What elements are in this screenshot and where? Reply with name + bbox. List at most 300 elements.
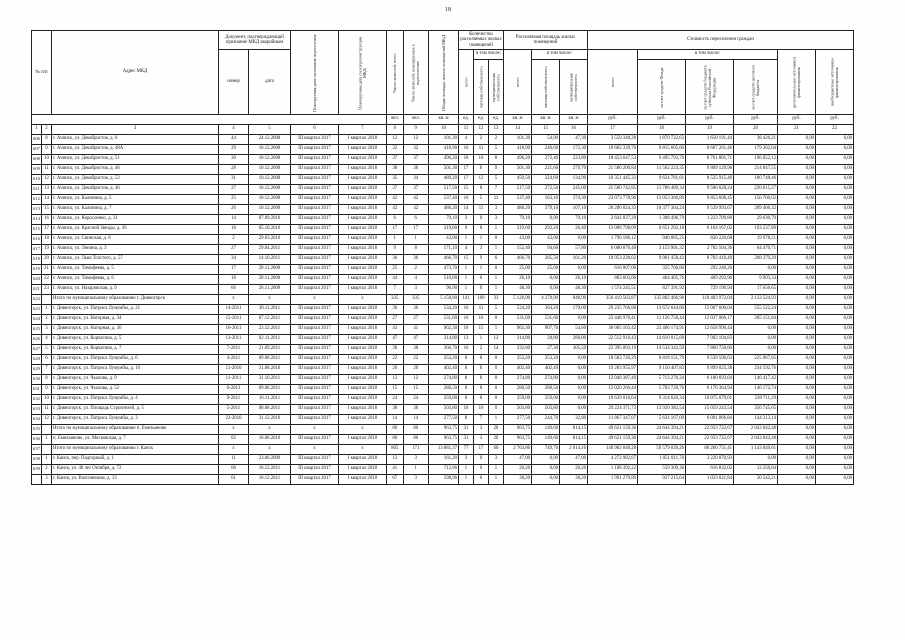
area-municipal-cell: 47,30 bbox=[560, 135, 588, 145]
cost-region-cell: 8 761 801,71 bbox=[686, 155, 734, 165]
doc-number-cell: 2 bbox=[219, 235, 249, 245]
area-total-cell: 101,30 bbox=[429, 135, 459, 145]
column-number: 1 bbox=[32, 125, 42, 135]
table-row bbox=[32, 185, 854, 195]
cost-extra-cell: 0,00 bbox=[778, 375, 816, 385]
cost-offbudget-cell: 0,00 bbox=[816, 165, 854, 175]
cost-local-cell: 356 745,65 bbox=[734, 405, 778, 415]
rooms-total-cell: 16 bbox=[459, 195, 474, 205]
residents-cell: 17 bbox=[387, 225, 404, 235]
row-register-number: 623 bbox=[32, 305, 42, 315]
plan-end-cell: III квартал 2017 bbox=[291, 155, 339, 165]
address-cell: г. Ачинск, ул. Декабристов, д. 52 bbox=[52, 175, 219, 185]
area-municipal-cell: 814,15 bbox=[560, 435, 588, 445]
area-municipal-cell: 38,20 bbox=[560, 475, 588, 485]
area-total-cell: 503,80 bbox=[429, 405, 459, 415]
doc-date-cell: 31.08.2010 bbox=[249, 365, 291, 375]
rooms-private-cell: 8 bbox=[474, 365, 489, 375]
cost-extra-cell: 0,00 bbox=[778, 185, 816, 195]
cost-extra-cell: 0,00 bbox=[778, 145, 816, 155]
area-private-cell: 503,80 bbox=[532, 405, 560, 415]
rooms-private-cell: 8 bbox=[474, 375, 489, 385]
doc-number-cell: 25 bbox=[219, 195, 249, 205]
cost-region-cell: 616 832,02 bbox=[686, 465, 734, 475]
residents-cell: 12 bbox=[387, 135, 404, 145]
rooms-private-cell: 8 bbox=[474, 185, 489, 195]
area-municipal-cell: 170,00 bbox=[560, 305, 588, 315]
residents-plan-cell: 37 bbox=[403, 185, 429, 195]
doc-date-cell: 30.11.2011 bbox=[249, 305, 291, 315]
cost-extra-cell: 0,00 bbox=[778, 365, 816, 375]
table-row bbox=[32, 155, 854, 165]
residents-cell: 805 bbox=[387, 445, 404, 455]
doc-number-cell: 11-2011 bbox=[219, 375, 249, 385]
cost-fund-cell: 325 760,80 bbox=[638, 265, 686, 275]
unit-units: ед. bbox=[474, 115, 489, 125]
header-cost-fund: за счет средств Фонда bbox=[638, 60, 686, 115]
header-offbudget-sources: внебюджетные источники финансирования bbox=[816, 50, 854, 115]
cost-offbudget-cell: 0,00 bbox=[816, 425, 854, 435]
residents-cell: 67 bbox=[387, 475, 404, 485]
cost-local-cell: 0,00 bbox=[734, 335, 778, 345]
doc-date-cell: 02.11.2011 bbox=[249, 335, 291, 345]
table-row bbox=[32, 375, 854, 385]
rooms-private-cell: 8 bbox=[474, 225, 489, 235]
cost-region-cell: 830 220,68 bbox=[686, 235, 734, 245]
row-number: 18 bbox=[42, 235, 52, 245]
cost-local-cell: 38 426,21 bbox=[734, 135, 778, 145]
plan-end-cell: III квартал 2017 bbox=[291, 365, 339, 375]
cost-region-cell: 8 783 410,40 bbox=[686, 255, 734, 265]
row-register-number: 634 bbox=[32, 415, 42, 425]
rooms-private-cell: 11 bbox=[474, 305, 489, 315]
header-plan-demolition: Планируемая дата сноса/реконструкции МКД bbox=[339, 31, 387, 115]
doc-date-cell: 29.03.2010 bbox=[249, 235, 291, 245]
rooms-private-cell: 1 bbox=[474, 265, 489, 275]
area-resettled-cell: 486,20 bbox=[504, 205, 532, 215]
rooms-total-cell: 141 bbox=[459, 295, 474, 305]
table-row bbox=[32, 145, 854, 155]
area-total-cell: 171,10 bbox=[429, 245, 459, 255]
unit-units: ед. bbox=[459, 115, 474, 125]
cost-region-cell: 9 586 628,24 bbox=[686, 185, 734, 195]
row-register-number: 628 bbox=[32, 355, 42, 365]
rooms-total-cell: 8 bbox=[459, 385, 474, 395]
cost-total-cell: 36 005 163,42 bbox=[588, 325, 638, 335]
plan-demolition-cell: I квартал 2018 bbox=[339, 185, 387, 195]
area-private-cell: 54,00 bbox=[532, 135, 560, 145]
residents-cell: 38 bbox=[387, 405, 404, 415]
rooms-private-cell: 0 bbox=[474, 285, 489, 295]
row-number: 14 bbox=[42, 195, 52, 205]
row-register-number: 633 bbox=[32, 405, 42, 415]
plan-end-cell: III квартал 2017 bbox=[291, 305, 339, 315]
area-total-cell: 489,20 bbox=[429, 175, 459, 185]
cost-region-cell: 729 196,94 bbox=[686, 285, 734, 295]
rooms-total-cell: 8 bbox=[459, 375, 474, 385]
area-municipal-cell: 26,40 bbox=[560, 225, 588, 235]
unit-rub: руб. bbox=[816, 115, 854, 125]
area-municipal-cell: 0,00 bbox=[560, 395, 588, 405]
area-private-cell: 359,00 bbox=[532, 395, 560, 405]
area-municipal-cell: 279,70 bbox=[560, 165, 588, 175]
doc-date-cell: 14.10.2011 bbox=[249, 255, 291, 265]
row-number: 4 bbox=[42, 335, 52, 345]
area-municipal-cell: 0,00 bbox=[560, 385, 588, 395]
address-cell: Итого по муниципальному образованию г. Канск bbox=[52, 445, 219, 455]
area-municipal-cell: 305,50 bbox=[560, 345, 588, 355]
cost-total-cell: 18 583 726,29 bbox=[588, 355, 638, 365]
rooms-private-cell: 17 bbox=[474, 445, 489, 455]
cost-fund-cell: 1 051 011,76 bbox=[638, 455, 686, 465]
area-private-cell: 221,60 bbox=[532, 165, 560, 175]
row-register-number: 625 bbox=[32, 325, 42, 335]
residents-plan-cell: 38 bbox=[403, 405, 429, 415]
row-register-number: 622 bbox=[32, 295, 42, 305]
doc-date-cell: 10.12.2008 bbox=[249, 195, 291, 205]
rooms-total-cell: 3 bbox=[459, 215, 474, 225]
doc-number-cell: 5-2011 bbox=[219, 405, 249, 415]
table-row bbox=[32, 225, 854, 235]
cost-local-cell: 146 172,74 bbox=[734, 385, 778, 395]
header-document: Документ, подтверждающий признание МКД аварийным bbox=[219, 31, 291, 50]
area-private-cell: 0,00 bbox=[532, 215, 560, 225]
cost-extra-cell: 0,00 bbox=[778, 395, 816, 405]
cost-total-cell: 18 682 339,70 bbox=[588, 145, 638, 155]
cost-extra-cell: 0,00 bbox=[778, 195, 816, 205]
plan-end-cell: III квартал 2017 bbox=[291, 475, 339, 485]
doc-number-cell: x bbox=[219, 295, 249, 305]
residents-plan-cell: 15 bbox=[403, 385, 429, 395]
plan-demolition-cell: I квартал 2018 bbox=[339, 345, 387, 355]
row-number: 11 bbox=[42, 165, 52, 175]
area-private-cell: 246,60 bbox=[532, 145, 560, 155]
area-private-cell: 27,30 bbox=[532, 345, 560, 355]
rooms-private-cell: 7 bbox=[474, 415, 489, 425]
rooms-total-cell: 3 bbox=[459, 455, 474, 465]
area-total-cell: 473,70 bbox=[429, 265, 459, 275]
area-resettled-cell: 359,00 bbox=[504, 395, 532, 405]
cost-fund-cell: 1 388 496,79 bbox=[638, 215, 686, 225]
rooms-municipal-cell: 1 bbox=[489, 465, 504, 475]
area-municipal-cell: 0,00 bbox=[560, 265, 588, 275]
address-cell: г. Дивногорск, ул. Корчагина, д. 7 bbox=[52, 345, 219, 355]
row-register-number: 619 bbox=[32, 265, 42, 275]
row-register-number: 606 bbox=[32, 135, 42, 145]
row-number: 5 bbox=[42, 345, 52, 355]
doc-date-cell: 07.09.2010 bbox=[249, 215, 291, 225]
row-number: 6 bbox=[42, 355, 52, 365]
cost-region-cell: 1 033 621,84 bbox=[686, 475, 734, 485]
residents-cell: 35 bbox=[387, 175, 404, 185]
address-cell: Итого по муниципальному образованию г. Дивногорск bbox=[52, 295, 219, 305]
doc-date-cell: 10.12.2008 bbox=[249, 165, 291, 175]
plan-end-cell: III квартал 2017 bbox=[291, 245, 339, 255]
rooms-total-cell: 17 bbox=[459, 165, 474, 175]
row-register-number: 611 bbox=[32, 185, 42, 195]
cost-extra-cell: 0,00 bbox=[778, 215, 816, 225]
cost-extra-cell: 0,00 bbox=[778, 285, 816, 295]
residents-plan-cell: 80 bbox=[403, 425, 429, 435]
plan-demolition-cell: I квартал 2018 bbox=[339, 225, 387, 235]
page-number: 18 bbox=[445, 7, 451, 13]
address-cell: г. Дивногорск, ул. Патриса Лумумбы, д. 21 bbox=[52, 305, 219, 315]
rooms-total-cell: 16 bbox=[459, 325, 474, 335]
plan-end-cell: III квартал 2017 bbox=[291, 145, 339, 155]
cost-extra-cell: 0,00 bbox=[778, 165, 816, 175]
row-number: 11 bbox=[42, 405, 52, 415]
address-cell: г. Дивногорск, ул. Нагорная, д. 34 bbox=[52, 315, 219, 325]
area-municipal-cell: 20,26 bbox=[560, 465, 588, 475]
address-cell: г. Ачинск, ул. Льва Толстого, д. 57 bbox=[52, 255, 219, 265]
unit-rub: руб. bbox=[638, 115, 686, 125]
row-number: 3 bbox=[42, 475, 52, 485]
area-resettled-cell: 332,80 bbox=[504, 345, 532, 355]
doc-number-cell: 22-2010 bbox=[219, 415, 249, 425]
cost-region-cell: 118 483 972,04 bbox=[686, 295, 734, 305]
column-number: 6 bbox=[291, 125, 339, 135]
cost-offbudget-cell: 0,00 bbox=[816, 445, 854, 455]
row-register-number: 608 bbox=[32, 155, 42, 165]
cost-local-cell: 193 237,89 bbox=[734, 225, 778, 235]
plan-end-cell: III квартал 2017 bbox=[291, 385, 339, 395]
plan-demolition-cell: I квартал 2018 bbox=[339, 245, 387, 255]
table-row bbox=[32, 235, 854, 245]
residents-plan-cell: 14 bbox=[403, 415, 429, 425]
cost-region-cell: 10 075 679,01 bbox=[686, 395, 734, 405]
rooms-municipal-cell: 28 bbox=[489, 435, 504, 445]
cost-region-cell: 1 223 709,80 bbox=[686, 215, 734, 225]
cost-offbudget-cell: 0,00 bbox=[816, 345, 854, 355]
cost-region-cell: 9 539 993,67 bbox=[686, 205, 734, 215]
residents-plan-cell: 6 bbox=[403, 215, 429, 225]
cost-total-cell: 19 639 016,64 bbox=[588, 395, 638, 405]
residents-cell: 44 bbox=[387, 275, 404, 285]
residents-plan-cell: 20 bbox=[403, 365, 429, 375]
address-cell: г. Ачинск, ул. Свинская, д. 8 bbox=[52, 235, 219, 245]
cost-fund-cell: 23 406 174,91 bbox=[638, 325, 686, 335]
doc-date-cell: 21.09.2011 bbox=[249, 345, 291, 355]
header-cost: Стоимость переселения граждан bbox=[588, 31, 854, 50]
plan-demolition-cell: I квартал 2018 bbox=[339, 285, 387, 295]
area-resettled-cell: 402,40 bbox=[504, 365, 532, 375]
area-private-cell: 0,00 bbox=[532, 275, 560, 285]
cost-total-cell: 49 621 159,36 bbox=[588, 435, 638, 445]
cost-region-cell: 22 933 722,67 bbox=[686, 425, 734, 435]
cost-offbudget-cell: 0,00 bbox=[816, 145, 854, 155]
address-cell: г. Ачинск, ул. Декабристов, д. 51 bbox=[52, 155, 219, 165]
row-number: 20 bbox=[42, 255, 52, 265]
doc-date-cell: 08.08.2011 bbox=[249, 405, 291, 415]
area-municipal-cell: 848,90 bbox=[560, 295, 588, 305]
address-cell: г. Ачинск, ул. Назаровская, д. 9 bbox=[52, 285, 219, 295]
doc-number-cell: 18 bbox=[219, 225, 249, 235]
table-row bbox=[32, 455, 854, 465]
cost-offbudget-cell: 0,00 bbox=[816, 375, 854, 385]
cost-local-cell: 64 470,71 bbox=[734, 245, 778, 255]
cost-region-cell: 9 809 129,96 bbox=[686, 165, 734, 175]
area-private-cell: 244,70 bbox=[532, 415, 560, 425]
cost-local-cell: 1 143 049,61 bbox=[734, 445, 778, 455]
address-cell: г. Дивногорск, ул. Площадь Строителей, д. 5 bbox=[52, 405, 219, 415]
cost-offbudget-cell: 0,00 bbox=[816, 225, 854, 235]
area-resettled-cell: 47,00 bbox=[504, 455, 532, 465]
plan-demolition-cell: I квартал 2018 bbox=[339, 265, 387, 275]
cost-extra-cell: 0,00 bbox=[778, 465, 816, 475]
resettlement-table bbox=[31, 30, 854, 485]
header-address: Адрес МКД bbox=[52, 31, 219, 115]
area-municipal-cell: 0,00 bbox=[560, 355, 588, 365]
rooms-municipal-cell: 2 bbox=[489, 135, 504, 145]
residents-plan-cell: 37 bbox=[403, 155, 429, 165]
area-resettled-cell: 503,80 bbox=[504, 405, 532, 415]
address-cell: г. Ачинск, ул. Красной Звезды, д. 36 bbox=[52, 225, 219, 235]
row-register-number: 637 bbox=[32, 445, 42, 455]
row-register-number: 638 bbox=[32, 455, 42, 465]
row-number: 17 bbox=[42, 225, 52, 235]
rooms-private-cell: 2 bbox=[474, 345, 489, 355]
doc-number-cell: 9-2011 bbox=[219, 395, 249, 405]
cost-total-cell: 13 008 798,09 bbox=[588, 225, 638, 235]
plan-demolition-cell: I квартал 2018 bbox=[339, 355, 387, 365]
cost-extra-cell: 0,00 bbox=[778, 305, 816, 315]
plan-end-cell: III квартал 2017 bbox=[291, 435, 339, 445]
table-row bbox=[32, 335, 854, 345]
area-private-cell: 4 278,00 bbox=[532, 295, 560, 305]
plan-demolition-cell: x bbox=[339, 425, 387, 435]
plan-demolition-cell: I квартал 2018 bbox=[339, 395, 387, 405]
rooms-private-cell: 11 bbox=[474, 205, 489, 215]
plan-end-cell: III квартал 2017 bbox=[291, 195, 339, 205]
row-number: 22 bbox=[42, 275, 52, 285]
unit-rub: руб. bbox=[588, 115, 638, 125]
cost-region-cell: 9 539 596,63 bbox=[686, 355, 734, 365]
cost-total-cell: 2 641 837,29 bbox=[588, 215, 638, 225]
cost-local-cell: 220 615,27 bbox=[734, 185, 778, 195]
subtotal-row bbox=[32, 295, 854, 305]
rooms-private-cell: 0 bbox=[474, 215, 489, 225]
rooms-private-cell: 108 bbox=[474, 295, 489, 305]
column-number: 3 bbox=[52, 125, 219, 135]
doc-number-cell: 29 bbox=[219, 145, 249, 155]
row-number bbox=[42, 445, 52, 455]
cost-offbudget-cell: 0,00 bbox=[816, 305, 854, 315]
row-register-number: 624 bbox=[32, 315, 42, 325]
cost-extra-cell: 0,00 bbox=[778, 235, 816, 245]
cost-offbudget-cell: 0,00 bbox=[816, 245, 854, 255]
area-private-cell: 149,60 bbox=[532, 425, 560, 435]
residents-cell: 6 bbox=[387, 215, 404, 225]
area-total-cell: 280,50 bbox=[429, 385, 459, 395]
cost-local-cell: 17 656,65 bbox=[734, 285, 778, 295]
cost-region-cell: 409 293,96 bbox=[686, 275, 734, 285]
area-total-cell: 79,10 bbox=[429, 215, 459, 225]
plan-end-cell: III квартал 2017 bbox=[291, 355, 339, 365]
area-municipal-cell: 161,20 bbox=[560, 255, 588, 265]
table-row bbox=[32, 475, 854, 485]
rooms-private-cell: 3 bbox=[474, 245, 489, 255]
area-municipal-cell: 79,10 bbox=[560, 215, 588, 225]
plan-demolition-cell: I квартал 2018 bbox=[339, 415, 387, 425]
header-extra-sources: дополнительные источники финансирования bbox=[778, 50, 816, 115]
cost-local-cell: 225 967,85 bbox=[734, 355, 778, 365]
header-rooms-incl: в том числе: bbox=[474, 50, 504, 60]
cost-extra-cell: 0,00 bbox=[778, 325, 816, 335]
cost-extra-cell: 0,00 bbox=[778, 405, 816, 415]
row-register-number: 621 bbox=[32, 285, 42, 295]
residents-plan-cell: 2 bbox=[403, 265, 429, 275]
area-private-cell: 324,60 bbox=[532, 175, 560, 185]
cost-offbudget-cell: 0,00 bbox=[816, 365, 854, 375]
doc-date-cell: 16.12.2011 bbox=[249, 465, 291, 475]
cost-fund-cell: 8 818 151,79 bbox=[638, 355, 686, 365]
area-municipal-cell: 54,60 bbox=[560, 325, 588, 335]
cost-total-cell: 1 574 245,51 bbox=[588, 285, 638, 295]
row-register-number: 618 bbox=[32, 255, 42, 265]
cost-fund-cell: 937 215,64 bbox=[638, 475, 686, 485]
doc-number-cell: 27 bbox=[219, 185, 249, 195]
cost-fund-cell: 3 153 901,32 bbox=[638, 245, 686, 255]
cost-fund-cell: 5 713 276,34 bbox=[638, 375, 686, 385]
residents-plan-cell: 34 bbox=[403, 175, 429, 185]
row-number: 2 bbox=[42, 465, 52, 475]
doc-date-cell: 23.12.2011 bbox=[249, 325, 291, 335]
area-resettled-cell: 274,80 bbox=[504, 375, 532, 385]
cost-region-cell: 15 059 243,54 bbox=[686, 405, 734, 415]
area-private-cell: 293,20 bbox=[532, 225, 560, 235]
area-resettled-cell: 25,00 bbox=[504, 265, 532, 275]
area-total-cell: 466,70 bbox=[429, 255, 459, 265]
area-private-cell: 274,80 bbox=[532, 375, 560, 385]
row-number: 9 bbox=[42, 385, 52, 395]
doc-date-cell: x bbox=[249, 425, 291, 435]
address-cell: г. Ачинск, ул. Декабристов, д. 6 bbox=[52, 135, 219, 145]
doc-date-cell: 31.10.2011 bbox=[249, 375, 291, 385]
rooms-private-cell: 8 bbox=[474, 385, 489, 395]
area-private-cell: 163,10 bbox=[532, 195, 560, 205]
cost-offbudget-cell: 0,00 bbox=[816, 215, 854, 225]
rooms-municipal-cell: 0 bbox=[489, 405, 504, 415]
address-cell: г. Дивногорск, ул. Нагорная, д. 36 bbox=[52, 325, 219, 335]
rooms-municipal-cell: 0 bbox=[489, 375, 504, 385]
header-cost-region: за счет средств бюджета субъекта Российской Федерации bbox=[686, 60, 734, 115]
plan-demolition-cell: I квартал 2018 bbox=[339, 165, 387, 175]
cost-extra-cell: 0,00 bbox=[778, 425, 816, 435]
area-municipal-cell: 286,00 bbox=[560, 335, 588, 345]
doc-number-cell: 14-2011 bbox=[219, 305, 249, 315]
cost-local-cell: 179 362,64 bbox=[734, 145, 778, 155]
cost-total-cell: 1 790 186,12 bbox=[588, 235, 638, 245]
residents-plan-cell: 38 bbox=[403, 165, 429, 175]
plan-end-cell: III квартал 2017 bbox=[291, 405, 339, 415]
rooms-municipal-cell: 7 bbox=[489, 185, 504, 195]
area-total-cell: 277,50 bbox=[429, 415, 459, 425]
residents-cell: 41 bbox=[387, 465, 404, 475]
residents-plan-cell: 335 bbox=[403, 295, 429, 305]
area-total-cell: 418,90 bbox=[429, 145, 459, 155]
rooms-private-cell: 8 bbox=[474, 165, 489, 175]
doc-number-cell: 30 bbox=[219, 155, 249, 165]
plan-end-cell: III квартал 2017 bbox=[291, 265, 339, 275]
row-register-number: 636 bbox=[32, 435, 42, 445]
doc-number-cell: 44 bbox=[219, 135, 249, 145]
doc-date-cell: 28.11.2008 bbox=[249, 275, 291, 285]
row-register-number: 610 bbox=[32, 175, 42, 185]
cost-offbudget-cell: 0,00 bbox=[816, 385, 854, 395]
area-total-cell: 486,20 bbox=[429, 205, 459, 215]
row-register-number bbox=[32, 475, 42, 485]
header-doc-date: дата bbox=[249, 50, 291, 115]
